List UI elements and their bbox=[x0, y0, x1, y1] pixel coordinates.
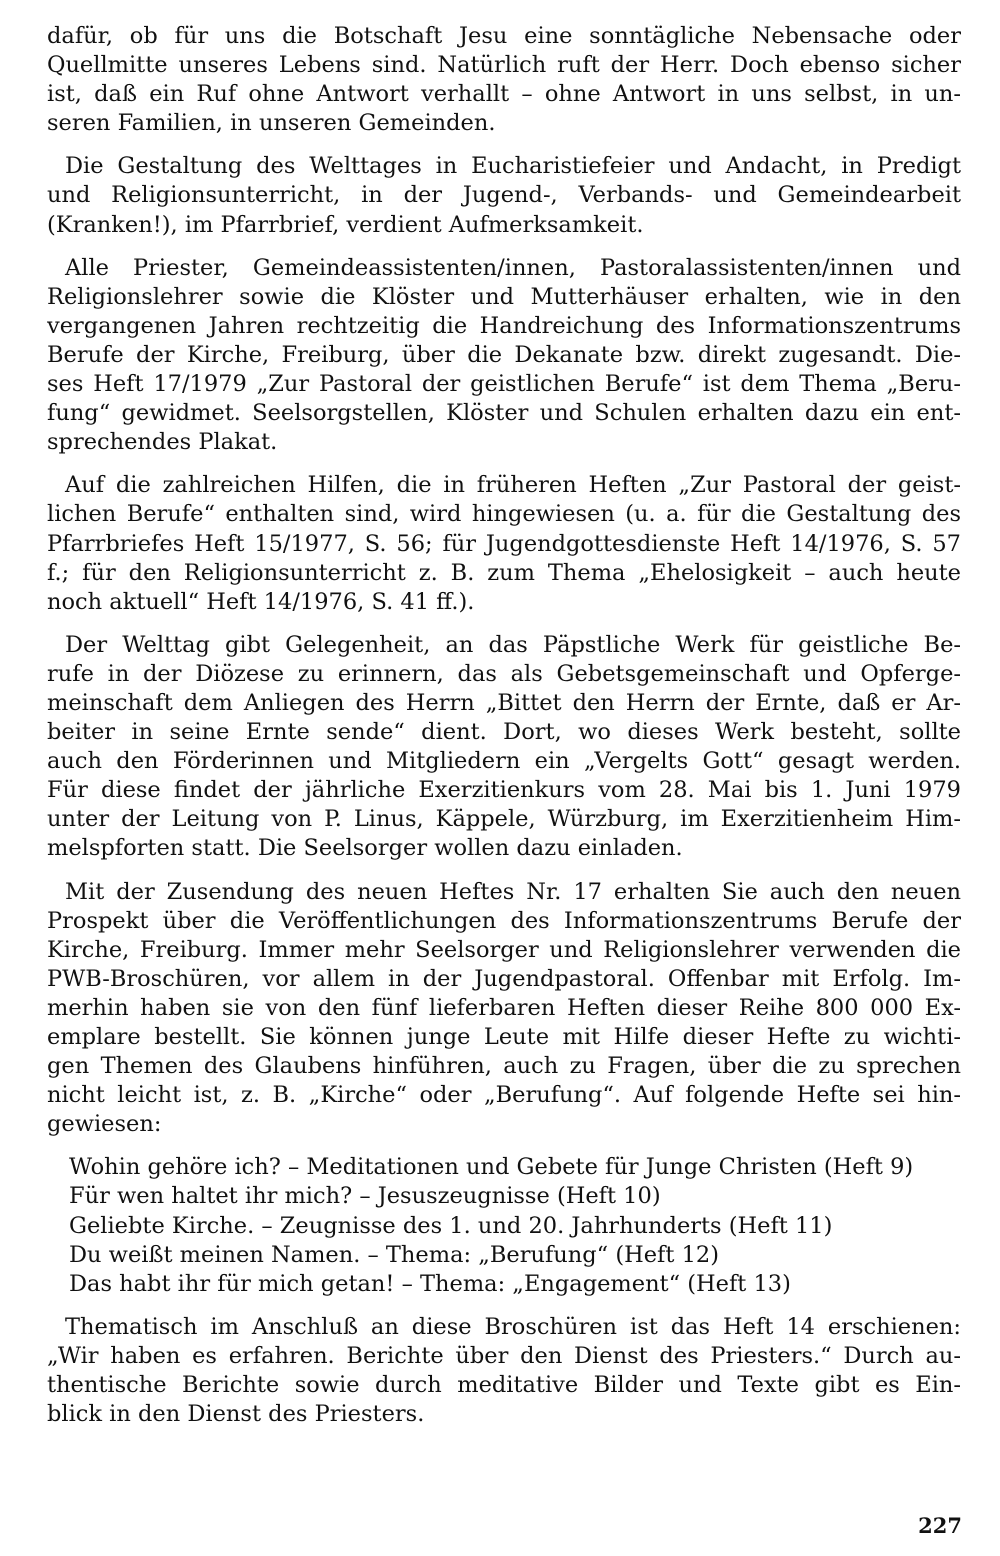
page-number: 227 bbox=[918, 1513, 962, 1538]
text-line: beiter in seine Ernte sende“ dient. Dort, wo dieses Werk besteht, sollte bbox=[47, 719, 961, 746]
text-line: „Wir haben es erfahren. Berichte über den Dienst des Priesters.“ Durch au- bbox=[47, 1342, 961, 1369]
text-line: PWB-Broschüren, vor allem in der Jugendpastoral. Offenbar mit Erfolg. Im- bbox=[47, 965, 961, 992]
text-line: Die Gestaltung des Welttages in Eucharistiefeier und Andacht, in Predigt bbox=[65, 153, 961, 180]
text-line: unter der Leitung von P. Linus, Käppele, Würzburg, im Exerzitienheim Him- bbox=[47, 806, 961, 833]
text-line: sprechendes Plakat. bbox=[47, 429, 278, 456]
list-item: Wohin gehöre ich? – Meditationen und Gebete für Junge Christen (Heft 9) bbox=[69, 1154, 914, 1181]
paragraph-3 bbox=[47, 254, 961, 458]
text-line: auch den Förderinnen und Mitgliedern ein „Vergelts Gott“ gesagt werden. bbox=[47, 748, 961, 775]
text-line: gen Themen des Glaubens hinführen, auch zu Fragen, über die zu sprechen bbox=[47, 1053, 961, 1080]
text-line: Religionslehrer sowie die Klöster und Mutterhäuser erhalten, wie in den bbox=[47, 283, 961, 310]
text-line: nicht leicht ist, z. B. „Kirche“ oder „Berufung“. Auf folgende Hefte sei hin- bbox=[47, 1082, 961, 1109]
text-line: f.; für den Religionsunterricht z. B. zum Thema „Ehelosigkeit – auch heute bbox=[47, 559, 961, 586]
text-line: Kirche, Freiburg. Immer mehr Seelsorger und Religionslehrer verwenden die bbox=[47, 936, 961, 963]
text-line: Für diese findet der jährliche Exerzitienkurs vom 28. Mai bis 1. Juni 1979 bbox=[47, 777, 961, 804]
document-page bbox=[47, 22, 961, 1443]
text-line: Auf die zahlreichen Hilfen, die in früheren Heften „Zur Pastoral der geist- bbox=[65, 472, 961, 499]
text-line: noch aktuell“ Heft 14/1976, S. 41 ff.). bbox=[47, 588, 475, 615]
list-item: Geliebte Kirche. – Zeugnisse des 1. und 20. Jahrhunderts (Heft 11) bbox=[69, 1212, 833, 1239]
text-line: Mit der Zusendung des neuen Heftes Nr. 17 erhalten Sie auch den neuen bbox=[65, 878, 961, 905]
text-line: Alle Priester, Gemeindeassistenten/innen, Pastoralassistenten/innen und bbox=[65, 254, 961, 281]
text-line: rufe in der Diözese zu erinnern, das als Gebetsgemeinschaft und Opferge- bbox=[47, 660, 961, 687]
text-line: melspforten statt. Die Seelsorger wollen dazu einladen. bbox=[47, 835, 683, 862]
booklet-list bbox=[69, 1153, 961, 1298]
paragraph-5 bbox=[47, 631, 961, 864]
text-line: und Religionsunterricht, in der Jugend-, Verbands- und Gemeindearbeit bbox=[47, 182, 961, 209]
text-line: Prospekt über die Veröffentlichungen des Informationszentrums Berufe der bbox=[47, 907, 961, 934]
text-line: blick in den Dienst des Priesters. bbox=[47, 1401, 425, 1428]
text-line: (Kranken!), im Pfarrbrief, verdient Aufmerksamkeit. bbox=[47, 211, 644, 238]
paragraph-2 bbox=[47, 152, 961, 239]
text-line: emplare bestellt. Sie können junge Leute mit Hilfe dieser Hefte zu wichti- bbox=[47, 1024, 961, 1050]
closing-paragraph bbox=[47, 1313, 961, 1429]
paragraph-1 bbox=[47, 22, 961, 138]
text-line: ses Heft 17/1979 „Zur Pastoral der geistlichen Berufe“ ist dem Thema „Beru- bbox=[47, 371, 961, 398]
text-line: dafür, ob für uns die Botschaft Jesu eine sonntägliche Nebensache oder bbox=[47, 23, 961, 49]
paragraph-4 bbox=[47, 471, 961, 616]
text-line: Pfarrbriefes Heft 15/1977, S. 56; für Jugendgottesdienste Heft 14/1976, S. 57 bbox=[47, 530, 961, 557]
text-line: fung“ gewidmet. Seelsorgstellen, Klöster und Schulen erhalten dazu ein ent- bbox=[47, 400, 961, 427]
text-line: gewiesen: bbox=[47, 1111, 162, 1138]
text-line: Quellmitte unseres Lebens sind. Natürlich ruft der Herr. Doch ebenso sicher bbox=[47, 52, 961, 79]
text-line: Der Welttag gibt Gelegenheit, an das Päpstliche Werk für geistliche Be- bbox=[65, 631, 961, 658]
text-line: merhin haben sie von den fünf lieferbaren Heften dieser Reihe 800 000 Ex- bbox=[47, 994, 961, 1021]
text-line: Thematisch im Anschluß an diese Broschüren ist das Heft 14 erschienen: bbox=[65, 1313, 961, 1340]
text-line: Berufe der Kirche, Freiburg, über die Dekanate bzw. direkt zugesandt. Die- bbox=[47, 341, 961, 368]
text-line: meinschaft dem Anliegen des Herrn „Bittet den Herrn der Ernte, daß er Ar- bbox=[47, 689, 961, 716]
list-item: Du weißt meinen Namen. – Thema: „Berufung“ (Heft 12) bbox=[69, 1241, 719, 1268]
list-item: Das habt ihr für mich getan! – Thema: „Engagement“ (Heft 13) bbox=[69, 1270, 791, 1297]
list-item: Für wen haltet ihr mich? – Jesuszeugnisse (Heft 10) bbox=[69, 1183, 661, 1210]
text-line: vergangenen Jahren rechtzeitig die Handreichung des Informationszentrums bbox=[47, 312, 961, 339]
text-line: lichen Berufe“ enthalten sind, wird hingewiesen (u. a. für die Gestaltung des bbox=[47, 501, 961, 528]
text-line: ist, daß ein Ruf ohne Antwort verhallt – ohne Antwort in uns selbst, in un- bbox=[47, 81, 961, 108]
paragraph-6 bbox=[47, 878, 961, 1140]
text-line: seren Familien, in unseren Gemeinden. bbox=[47, 110, 496, 137]
text-line: thentische Berichte sowie durch meditative Bilder und Texte gibt es Ein- bbox=[47, 1372, 961, 1399]
